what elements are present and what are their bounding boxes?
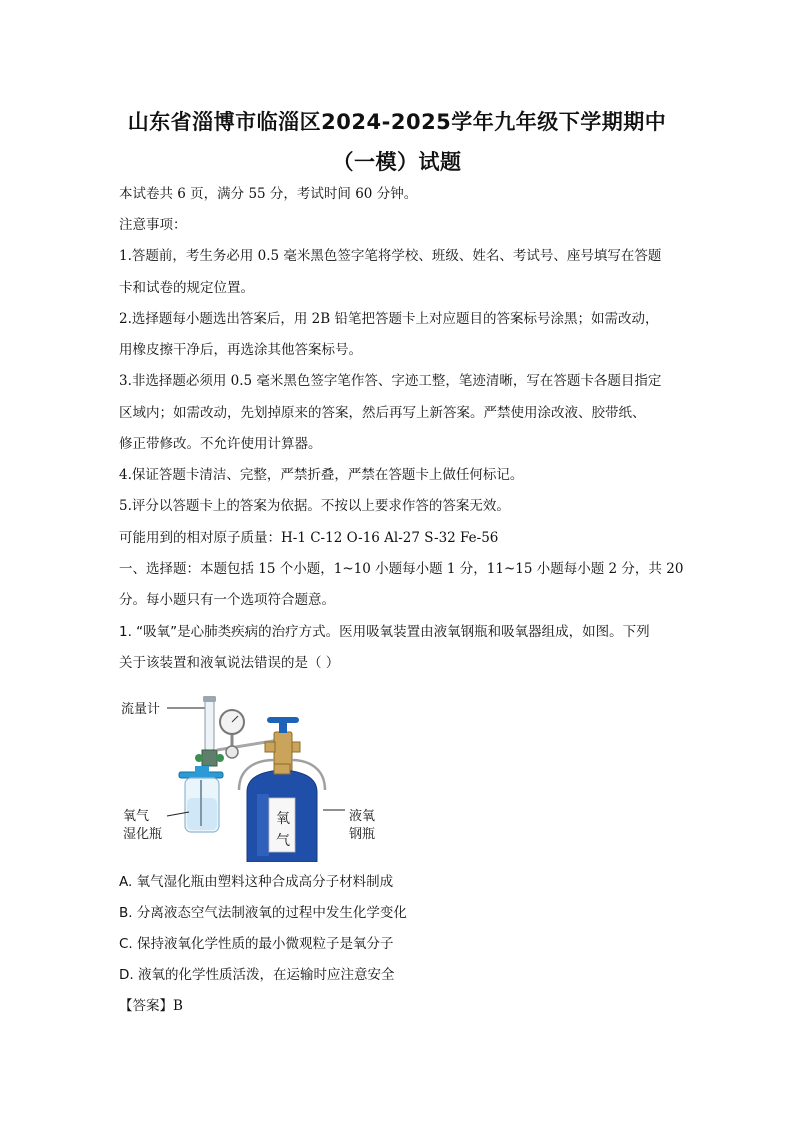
question-1-answer: 【答案】B <box>119 998 183 1014</box>
question-1-option-a: A. 氧气湿化瓶由塑料这种合成高分子材料制成 <box>119 874 394 890</box>
atomic-masses: 可能用到的相对原子质量：H-1 C-12 O-16 Al-27 S-32 Fe-56 <box>119 530 499 546</box>
regulator-body <box>202 750 217 766</box>
exam-summary: 本试卷共 6 页，满分 55 分，考试时间 60 分钟。 <box>119 186 418 202</box>
flowmeter-label: 流量计 <box>121 702 161 717</box>
humidifier-label-2: 湿化瓶 <box>123 827 163 842</box>
question-1-option-c: C. 保持液氧化学性质的最小微观粒子是氧分子 <box>119 936 394 952</box>
question-1-stem-line-1: 1. “吸氧”是心肺类疾病的治疗方式。医用吸氧装置由液氧钢瓶和吸氧器组成，如图。下列 <box>119 624 650 640</box>
note-3-line-2: 区域内；如需改动，先划掉原来的答案，然后再写上新答案。严禁使用涂改液、胶带纸、 <box>119 405 646 421</box>
regulator-knob <box>195 754 203 762</box>
question-1-stem-line-2: 关于该装置和液氧说法错误的是（ ） <box>119 655 340 671</box>
exam-title-line1: 山东省淄博市临淄区2024-2025学年九年级下学期期中 <box>127 110 667 134</box>
cylinder-text-1: 氧 <box>276 811 290 827</box>
section-1-heading-line-2: 分。每小题只有一个选项符合题意。 <box>119 592 335 608</box>
note-2-line-1: 2.选择题每小题选出答案后，用 2B 铅笔把答题卡上对应题目的答案标号涂黑；如需改动， <box>119 311 659 327</box>
cylinder-label-2: 钢瓶 <box>349 827 376 842</box>
note-1-line-2: 卡和试卷的规定位置。 <box>119 280 254 296</box>
notes-heading: 注意事项： <box>119 217 187 233</box>
note-5: 5.评分以答题卡上的答案为依据。不按以上要求作答的答案无效。 <box>119 498 510 514</box>
note-3-line-1: 3.非选择题必须用 0.5 毫米黑色签字笔作答、字迹工整，笔迹清晰，写在答题卡各题目指定 <box>119 373 662 389</box>
flowmeter-tube <box>205 700 214 750</box>
note-2-line-2: 用橡皮擦干净后，再选涂其他答案标号。 <box>119 342 362 358</box>
cylinder-label-1: 液氧 <box>349 809 376 824</box>
flowmeter-cap <box>203 696 216 702</box>
regulator-knob-2 <box>216 754 224 762</box>
cylinder-text-2: 气 <box>276 833 290 849</box>
note-4: 4.保证答题卡清洁、完整，严禁折叠，严禁在答题卡上做任何标记。 <box>119 467 524 483</box>
oxygen-apparatus-figure <box>119 694 389 862</box>
humidifier-label-1: 氧气 <box>123 809 150 824</box>
note-3-line-3: 修正带修改。不允许使用计算器。 <box>119 436 322 452</box>
note-1-line-1: 1.答题前，考生务必用 0.5 毫米黑色签字笔将学校、班级、姓名、考试号、座号填写在答题 <box>119 248 662 264</box>
question-1-option-d: D. 液氧的化学性质活泼，在运输时应注意安全 <box>119 967 395 983</box>
exam-title-line2: （一模）试题 <box>332 150 462 174</box>
valve-handwheel <box>267 717 299 723</box>
question-1-option-b: B. 分离液态空气法制液氧的过程中发生化学变化 <box>119 905 407 921</box>
section-1-heading-line-1: 一、选择题：本题包括 15 个小题，1~10 小题每小题 1 分，11~15 小题每小题 2 分，共 20 <box>119 561 684 577</box>
